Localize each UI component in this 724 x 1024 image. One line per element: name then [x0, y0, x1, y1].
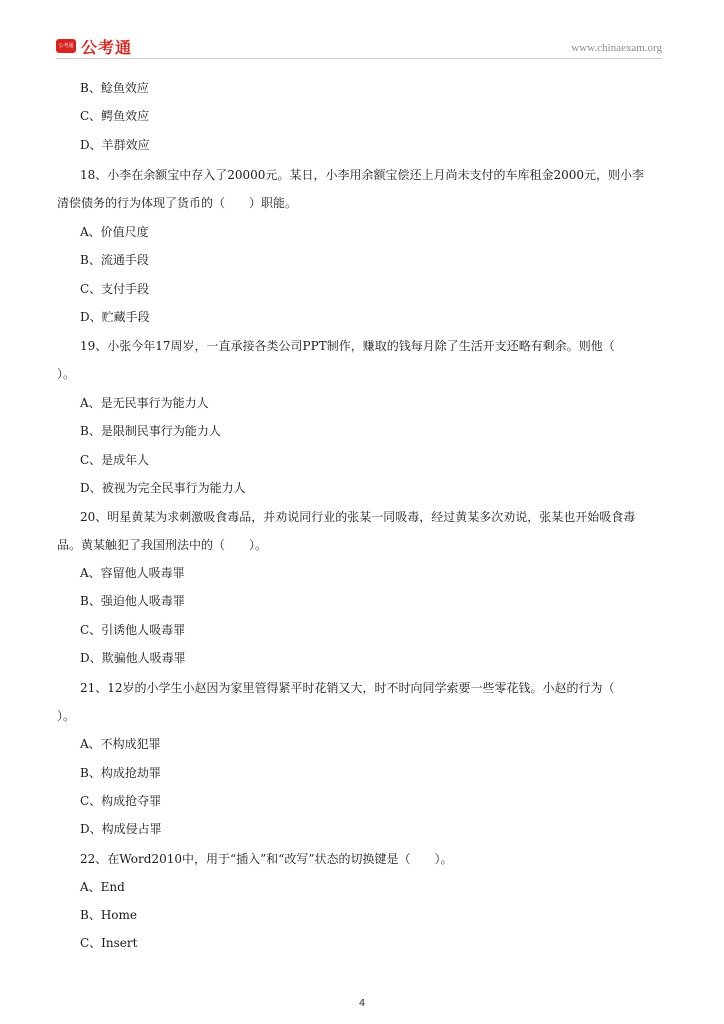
answer-option: A、容留他人吸毒罪	[80, 566, 185, 580]
answer-option: C、鳄鱼效应	[80, 109, 150, 123]
page-header	[56, 34, 662, 59]
answer-option: B、鲶鱼效应	[80, 81, 149, 95]
answer-option: D、构成侵占罪	[80, 822, 162, 836]
answer-option: C、Insert	[80, 936, 138, 950]
answer-option: A、不构成犯罪	[80, 737, 161, 751]
logo-text: 公考通	[81, 37, 133, 57]
answer-option: A、价值尺度	[80, 225, 149, 239]
answer-option: A、是无民事行为能力人	[80, 396, 209, 410]
answer-option: C、是成年人	[80, 453, 150, 467]
question-text: 20、明星黄某为求刺激吸食毒品，并劝说同行业的张某一同吸毒，经过黄某多次劝说，张某也开始吸食毒	[80, 510, 636, 524]
question-text-continued: ）。	[57, 709, 76, 723]
question-text-continued: 清偿债务的行为体现了货币的（ ）职能。	[57, 196, 298, 210]
question-text: 22、在Word2010中，用于“插入”和“改写”状态的切换键是（ ）。	[80, 852, 453, 866]
page-number: 4	[358, 998, 366, 1009]
answer-option: D、被视为完全民事行为能力人	[80, 481, 246, 495]
logo-badge-icon: 公考通	[56, 39, 76, 53]
question-text-continued: 品。黄某触犯了我国刑法中的（ ）。	[57, 538, 268, 552]
question-text: 21、12岁的小学生小赵因为家里管得紧平时花销又大，时不时向同学索要一些零花钱。小赵的行为（	[80, 681, 615, 695]
logo	[56, 37, 132, 55]
answer-option: C、引诱他人吸毒罪	[80, 623, 186, 637]
answer-option: D、羊群效应	[80, 138, 150, 152]
question-text: 19、小张今年17周岁，一直承接各类公司PPT制作，赚取的钱每月除了生活开支还略有剩余。则他（	[80, 339, 615, 353]
answer-option: B、Home	[80, 908, 137, 922]
answer-option: B、构成抢劫罪	[80, 766, 161, 780]
answer-option: D、贮藏手段	[80, 310, 150, 324]
site-url[interactable]: www.chinaexam.org	[571, 42, 662, 54]
answer-option: A、End	[80, 880, 125, 894]
answer-option: C、支付手段	[80, 282, 150, 296]
question-text-continued: ）。	[57, 367, 76, 381]
answer-option: D、欺骗他人吸毒罪	[80, 651, 186, 665]
answer-option: C、构成抢夺罪	[80, 794, 162, 808]
question-text: 18、小李在余额宝中存入了20000元。某日，小李用余额宝偿还上月尚未支付的车库租金2000元，则小李	[80, 168, 644, 182]
answer-option: B、是限制民事行为能力人	[80, 424, 221, 438]
answer-option: B、流通手段	[80, 253, 149, 267]
answer-option: B、强迫他人吸毒罪	[80, 594, 185, 608]
